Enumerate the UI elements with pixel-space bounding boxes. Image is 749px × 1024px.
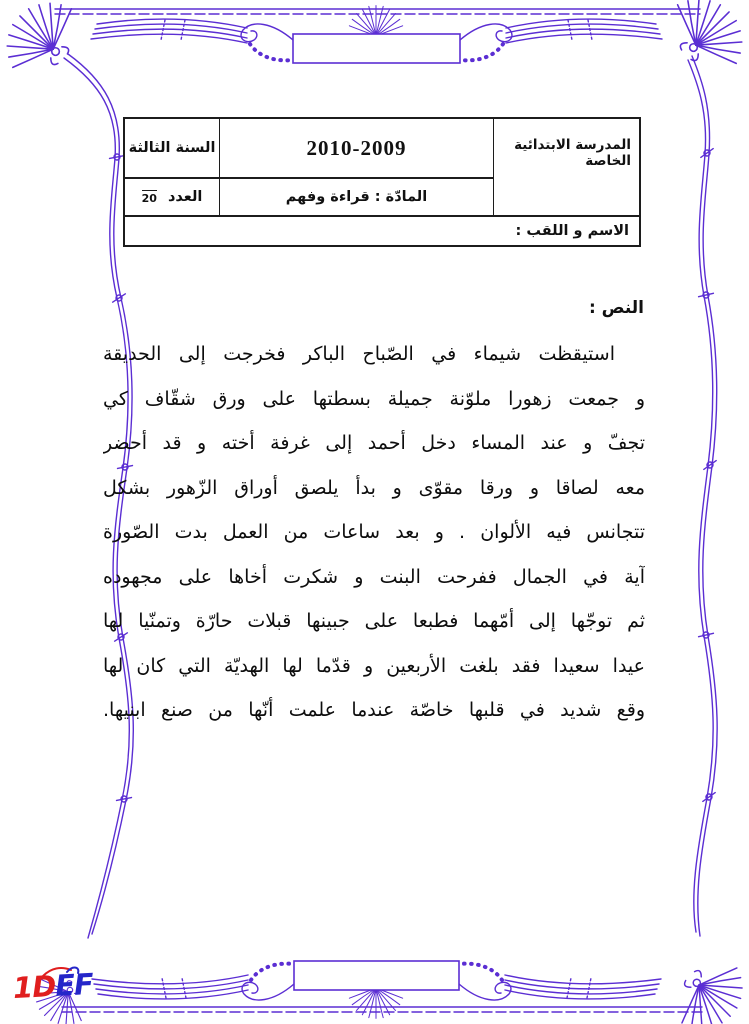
- corner-fan-icon: [663, 949, 749, 1024]
- score-blank-line: [142, 190, 157, 191]
- watermark-logo: [12, 966, 94, 1006]
- passage-line: آية في الجمال ففرحت البنت و شكرت أخاها على مجهوده: [103, 565, 645, 588]
- score-max: 20: [141, 192, 157, 205]
- student-name-cell: [125, 215, 639, 245]
- reading-passage: [103, 332, 645, 733]
- passage-line: معه لصاقا و ورقا مقوّى و بدأ يلصق أوراق الزّهور بشكل: [103, 476, 645, 499]
- passage-line: عيدا سعيدا فقد بلغت الأربعين و قدّما لها الهديّة التي كان لها: [103, 654, 645, 677]
- top-title-box: [293, 34, 460, 63]
- grade-cell: [125, 119, 219, 179]
- passage-line: تجفّ و عند المساء دخل أحمد إلى غرفة أخته و قد أحضر: [103, 432, 645, 454]
- school-name: المدرسة الابتدائية الخاصة: [514, 137, 631, 169]
- header-table: [123, 117, 641, 247]
- subject-label: المادّة : قراءة وفهم: [285, 189, 428, 205]
- corner-fan-icon: [657, 0, 749, 84]
- top-border-lines: [55, 9, 700, 14]
- subject-cell: [219, 179, 493, 215]
- passage-line: ثم توجّها إلى أمّهما فطبعا على جبينها قبلات حارّة وتمنّيا لها: [103, 610, 645, 632]
- school-name-cell: [493, 119, 639, 215]
- grade-label: السنة الثالثة: [128, 140, 216, 156]
- bottom-title-box: [294, 961, 459, 990]
- passage-line: و جمعت زهورا ملوّنة جميلة بسطتها على ورق شقّاف كي: [103, 387, 645, 410]
- watermark-logo-right: EF: [54, 966, 94, 1003]
- passage-title: النص :: [588, 298, 644, 318]
- score-fraction: [142, 190, 157, 204]
- passage-line: وقع شديد في قلبها خاصّة عندما علمت أنّها من صنع ابنيها.: [103, 699, 645, 721]
- right-side-rail: [688, 56, 717, 936]
- bottom-center-ornament: [92, 961, 661, 1018]
- passage-line: تتجانس فيه الألوان . و بعد ساعات من العمل بدت الصّورة: [103, 521, 645, 543]
- school-year-cell: [219, 119, 493, 179]
- watermark-logo-left: 1D: [12, 968, 57, 1006]
- corner-fan-icon: [0, 0, 92, 88]
- score-cell: [125, 179, 219, 215]
- student-name-label: الاسم و اللقب :: [515, 223, 629, 239]
- passage-line: استيقظت شيماء في الصّباح الباكر فخرجت إلى الحديقة: [103, 343, 615, 365]
- school-year: 2010-2009: [306, 135, 407, 160]
- score-label: العدد: [167, 189, 203, 205]
